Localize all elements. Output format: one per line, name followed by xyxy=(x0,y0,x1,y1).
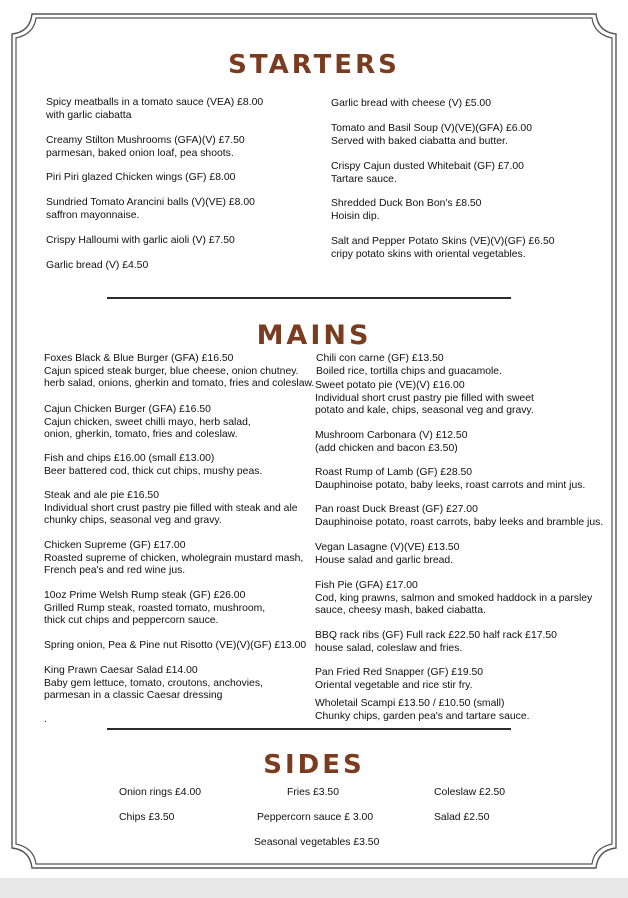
starter-item: Salt and Pepper Potato Skins (VE)(V)(GF) £6.50 cripy potato skins with oriental vegetables. xyxy=(331,236,555,260)
main-item: Pan roast Duck Breast (GF) £27.00 Dauphinoise potato, roast carrots, baby leeks and bramble jus. xyxy=(315,504,604,528)
mains-heading: MAINS xyxy=(256,320,372,351)
main-item: 10oz Prime Welsh Rump steak (GF) £26.00 Grilled Rump steak, roasted tomato, mushroom, thick cut chips and peppercorn sauce. xyxy=(44,590,266,627)
starter-item: Shredded Duck Bon Bon's £8.50 Hoisin dip. xyxy=(331,198,482,222)
main-item: Chicken Supreme (GF) £17.00 Roasted supreme of chicken, wholegrain mustard mash, French pea's and red wine jus. xyxy=(44,540,304,577)
starter-item: Garlic bread (V) £4.50 xyxy=(46,260,149,271)
section-divider xyxy=(107,297,511,299)
sides-heading: SIDES xyxy=(263,750,365,780)
main-item: Chili con carne (GF) £13.50 Boiled rice, tortilla chips and guacamole. xyxy=(316,353,502,377)
starter-item: Sundried Tomato Arancini balls (V)(VE) £8.00 saffron mayonnaise. xyxy=(46,197,255,221)
side-item: Salad £2.50 xyxy=(434,812,490,823)
main-item: Spring onion, Pea & Pine nut Risotto (VE)(V)(GF) £13.00 xyxy=(44,640,307,651)
stray-mark: . xyxy=(44,714,47,725)
main-item: Cajun Chicken Burger (GFA) £16.50 Cajun chicken, sweet chilli mayo, herb salad, onion, gherkin, tomato, fries and coleslaw. xyxy=(44,404,251,441)
main-item: Vegan Lasagne (V)(VE) £13.50 House salad and garlic bread. xyxy=(315,542,460,566)
main-item: Foxes Black & Blue Burger (GFA) £16.50 Cajun spiced steak burger, blue cheese, onion chutney. herb salad, onions, gherkin and tomato, fries and coleslaw. xyxy=(44,353,315,390)
main-item: Fish Pie (GFA) £17.00 Cod, king prawns, salmon and smoked haddock in a parsley sauce, cheesy mash, baked ciabatta. xyxy=(315,580,593,617)
starter-item: Piri Piri glazed Chicken wings (GF) £8.00 xyxy=(46,172,236,183)
starter-item: Crispy Halloumi with garlic aioli (V) £7.50 xyxy=(46,235,235,246)
main-item: Wholetail Scampi £13.50 / £10.50 (small) Chunky chips, garden pea's and tartare sauce. xyxy=(315,698,530,722)
main-item: Fish and chips £16.00 (small £13.00) Beer battered cod, thick cut chips, mushy peas. xyxy=(44,453,263,477)
main-item: Steak and ale pie £16.50 Individual short crust pastry pie filled with steak and ale chunky chips, seasonal veg and gravy. xyxy=(44,490,298,527)
page-shadow xyxy=(0,878,628,898)
side-item: Seasonal vegetables £3.50 xyxy=(254,837,380,848)
main-item: Mushroom Carbonara (V) £12.50 (add chicken and bacon £3.50) xyxy=(315,430,468,454)
side-item: Fries £3.50 xyxy=(287,787,339,798)
starter-item: Creamy Stilton Mushrooms (GFA)(V) £7.50 parmesan, baked onion loaf, pea shoots. xyxy=(46,135,245,159)
main-item: Roast Rump of Lamb (GF) £28.50 Dauphinoise potato, baby leeks, roast carrots and mint jus. xyxy=(315,467,586,491)
starters-heading: STARTERS xyxy=(228,50,400,80)
starter-item: Crispy Cajun dusted Whitebait (GF) £7.00 Tartare sauce. xyxy=(331,161,524,185)
starter-item: Tomato and Basil Soup (V)(VE)(GFA) £6.00 Served with baked ciabatta and butter. xyxy=(331,123,532,147)
main-item: Sweet potato pie (VE)(V) £16.00 Individual short crust pastry pie filled with sweet potato and kale, chips, seasonal veg and gravy. xyxy=(315,380,534,417)
starter-item: Spicy meatballs in a tomato sauce (VEA) £8.00 with garlic ciabatta xyxy=(46,97,264,121)
starter-item: Garlic bread with cheese (V) £5.00 xyxy=(331,98,491,109)
main-item: Pan Fried Red Snapper (GF) £19.50 Oriental vegetable and rice stir fry. xyxy=(315,667,484,691)
section-divider xyxy=(107,728,511,730)
side-item: Chips £3.50 xyxy=(119,812,175,823)
main-item: BBQ rack ribs (GF) Full rack £22.50 half rack £17.50 house salad, coleslaw and fries. xyxy=(315,630,557,654)
side-item: Peppercorn sauce £ 3.00 xyxy=(257,812,374,823)
side-item: Coleslaw £2.50 xyxy=(434,787,506,798)
main-item: King Prawn Caesar Salad £14.00 Baby gem lettuce, tomato, croutons, anchovies, parmesan in a classic Caesar dressing xyxy=(44,665,263,702)
side-item: Onion rings £4.00 xyxy=(119,787,202,798)
